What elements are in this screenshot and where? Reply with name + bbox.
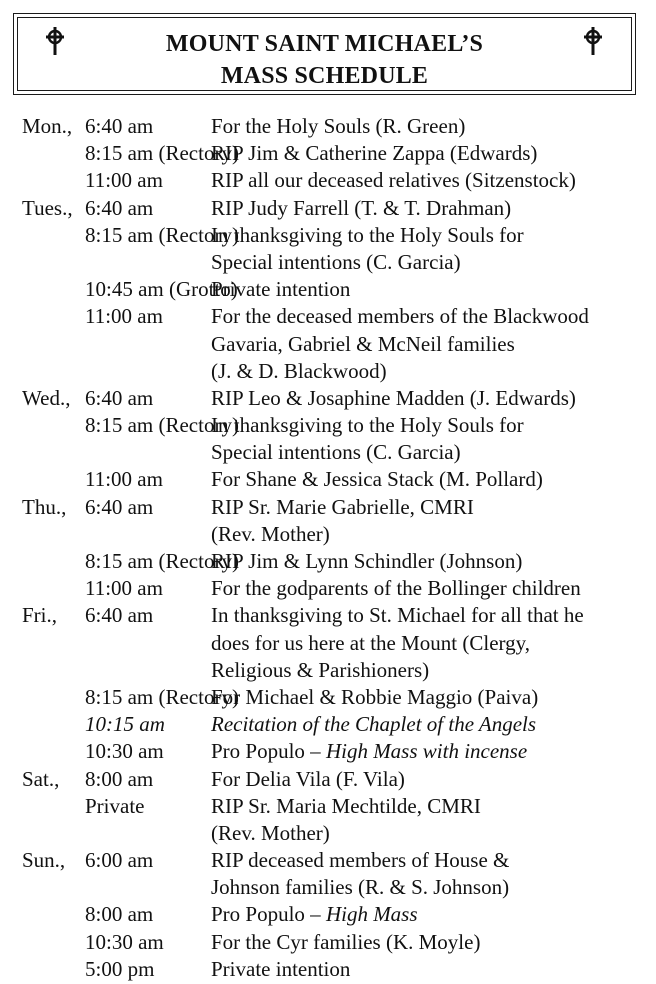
schedule-time: 10:30 am	[85, 929, 164, 954]
schedule-intention-text: Pro Populo –	[211, 739, 326, 764]
schedule-intention-text: Private intention	[211, 956, 351, 981]
schedule-intention-text: In thanksgiving to St. Michael for all that he	[211, 603, 584, 628]
schedule-row	[0, 385, 656, 412]
schedule-row	[0, 956, 656, 983]
schedule-intention-text: In thanksgiving to the Holy Souls for	[211, 222, 524, 247]
schedule-intention	[211, 521, 330, 548]
schedule-row	[0, 874, 656, 901]
schedule-intention-text: RIP all our deceased relatives (Sitzenstock)	[211, 168, 576, 193]
schedule-row	[0, 548, 656, 575]
schedule-intention-text: Pro Populo –	[211, 902, 326, 927]
schedule-day: Thu.,	[22, 494, 67, 519]
schedule-intention-text: RIP Jim & Catherine Zappa (Edwards)	[211, 141, 538, 166]
schedule-intention	[211, 249, 461, 276]
schedule-row	[0, 657, 656, 684]
schedule-intention	[211, 113, 465, 140]
schedule-time: 6:40 am	[85, 195, 154, 220]
schedule-row	[0, 494, 656, 521]
schedule-intention-text: RIP Sr. Marie Gabrielle, CMRI	[211, 494, 474, 519]
schedule-intention	[211, 195, 511, 222]
schedule-intention-text: RIP Judy Farrell (T. & T. Drahman)	[211, 195, 512, 220]
schedule-row	[0, 222, 656, 249]
schedule-intention	[211, 494, 474, 521]
schedule-intention-text: For the deceased members of the Blackwood	[211, 304, 589, 329]
schedule-row	[0, 738, 656, 765]
schedule-intention-text: Religious & Parishioners)	[211, 657, 430, 682]
schedule-intention-text: For Michael & Robbie Maggio (Paiva)	[211, 684, 539, 709]
schedule-intention	[211, 222, 524, 249]
schedule-row	[0, 793, 656, 820]
schedule-row	[0, 331, 656, 358]
schedule-intention-text: RIP Sr. Maria Mechtilde, CMRI	[211, 793, 481, 818]
schedule-day: Sat.,	[22, 766, 60, 791]
schedule-intention	[211, 575, 581, 602]
schedule-intention	[211, 847, 509, 874]
schedule-time: 8:00 am	[85, 902, 154, 927]
schedule-intention	[211, 412, 524, 439]
schedule-intention-text: (J. & D. Blackwood)	[211, 358, 387, 383]
schedule-row	[0, 195, 656, 222]
schedule-day: Sun.,	[22, 848, 66, 873]
schedule-row	[0, 575, 656, 602]
schedule-intention	[211, 276, 350, 303]
schedule-intention-text: (Rev. Mother)	[211, 820, 330, 845]
schedule-row	[0, 929, 656, 956]
schedule-intention	[211, 766, 405, 793]
schedule-day: Fri.,	[22, 603, 58, 628]
schedule-row	[0, 167, 656, 194]
schedule-intention-text: For the Holy Souls (R. Green)	[211, 114, 466, 138]
schedule-intention-text: (Rev. Mother)	[211, 521, 330, 546]
schedule-intention-text: For Delia Vila (F. Vila)	[211, 766, 405, 791]
schedule-row	[0, 630, 656, 657]
schedule-time: 6:40 am	[85, 494, 154, 519]
schedule-intention	[211, 602, 584, 629]
schedule-row	[0, 521, 656, 548]
schedule-time: 6:00 am	[85, 848, 154, 873]
schedule-row	[0, 358, 656, 385]
schedule-time: 8:15 am (Rectory)	[85, 413, 239, 438]
schedule-day: Mon.,	[22, 114, 73, 138]
schedule-intention	[211, 358, 387, 385]
schedule-time: 11:00 am	[85, 168, 163, 193]
schedule-intention-text: In thanksgiving to the Holy Souls for	[211, 413, 524, 438]
schedule-intention-italic: High Mass with incense	[325, 739, 528, 764]
schedule-intention-text: RIP Leo & Josaphine Madden (J. Edwards)	[211, 385, 576, 410]
schedule-intention-text: Johnson families (R. & S. Johnson)	[211, 875, 510, 900]
schedule-intention	[211, 385, 576, 412]
schedule-time: 6:40 am	[85, 114, 154, 138]
schedule-intention-text: For the Cyr families (K. Moyle)	[211, 929, 481, 954]
schedule-time: 8:15 am (Rectory)	[85, 141, 239, 166]
schedule-row	[0, 113, 656, 140]
schedule-intention	[211, 684, 538, 711]
schedule-day: Tues.,	[22, 195, 73, 220]
mass-schedule-list	[0, 113, 656, 983]
schedule-intention-text: For the godparents of the Bollinger children	[211, 576, 581, 601]
schedule-intention-text: RIP deceased members of House &	[211, 848, 510, 873]
schedule-day: Wed.,	[22, 385, 71, 410]
schedule-intention-text: Special intentions (C. Garcia)	[211, 249, 461, 274]
schedule-time: 8:15 am (Rectory)	[85, 684, 239, 709]
schedule-row	[0, 820, 656, 847]
schedule-intention-text: RIP Jim & Lynn Schindler (Johnson)	[211, 549, 523, 573]
schedule-intention	[211, 331, 515, 358]
schedule-intention	[211, 901, 418, 928]
schedule-time: 11:00 am	[85, 304, 163, 329]
schedule-intention	[211, 167, 576, 194]
schedule-intention	[211, 439, 461, 466]
schedule-intention	[211, 711, 536, 738]
schedule-time: 8:00 am	[85, 766, 154, 791]
schedule-row	[0, 901, 656, 928]
schedule-intention-text: does for us here at the Mount (Clergy,	[211, 630, 531, 655]
schedule-row	[0, 711, 656, 738]
schedule-intention	[211, 140, 537, 167]
schedule-time: 8:15 am (Rectory)	[85, 549, 239, 573]
schedule-row	[0, 140, 656, 167]
schedule-time: Private	[85, 793, 145, 818]
schedule-row	[0, 412, 656, 439]
schedule-time: 6:40 am	[85, 385, 154, 410]
schedule-intention	[211, 466, 543, 493]
schedule-time: 11:00 am	[85, 576, 163, 601]
schedule-intention-text: For Shane & Jessica Stack (M. Pollard)	[211, 467, 543, 492]
schedule-intention-text: Recitation of the Chaplet of the Angels	[211, 712, 537, 737]
title-box	[13, 13, 636, 95]
schedule-intention	[211, 820, 330, 847]
schedule-time: 6:40 am	[85, 603, 154, 628]
schedule-row	[0, 276, 656, 303]
schedule-time: 11:00 am	[85, 467, 163, 492]
schedule-time: 10:30 am	[85, 739, 164, 764]
schedule-time: 5:00 pm	[85, 956, 155, 981]
schedule-intention	[211, 874, 509, 901]
schedule-row	[0, 249, 656, 276]
schedule-intention-text: Private intention	[211, 277, 351, 302]
schedule-intention-italic: High Mass	[325, 902, 418, 927]
schedule-intention	[211, 657, 429, 684]
schedule-intention	[211, 793, 481, 820]
page-subtitle: MASS SCHEDULE	[220, 63, 429, 89]
page-title: MOUNT SAINT MICHAEL’S	[165, 31, 484, 57]
schedule-row	[0, 466, 656, 493]
schedule-time: 10:15 am	[85, 712, 165, 737]
schedule-row	[0, 766, 656, 793]
schedule-row	[0, 439, 656, 466]
schedule-intention	[211, 303, 589, 330]
schedule-time: 8:15 am (Rectory)	[85, 222, 239, 247]
schedule-intention	[211, 548, 522, 575]
schedule-intention	[211, 630, 530, 657]
schedule-row	[0, 847, 656, 874]
schedule-intention	[211, 956, 350, 983]
schedule-time: 10:45 am (Grotto)	[85, 277, 238, 302]
schedule-intention-text: Special intentions (C. Garcia)	[211, 440, 461, 465]
schedule-row	[0, 684, 656, 711]
schedule-intention	[211, 738, 527, 765]
schedule-intention	[211, 929, 480, 956]
schedule-intention-text: Gavaria, Gabriel & McNeil families	[211, 331, 515, 356]
schedule-row	[0, 602, 656, 629]
schedule-row	[0, 303, 656, 330]
